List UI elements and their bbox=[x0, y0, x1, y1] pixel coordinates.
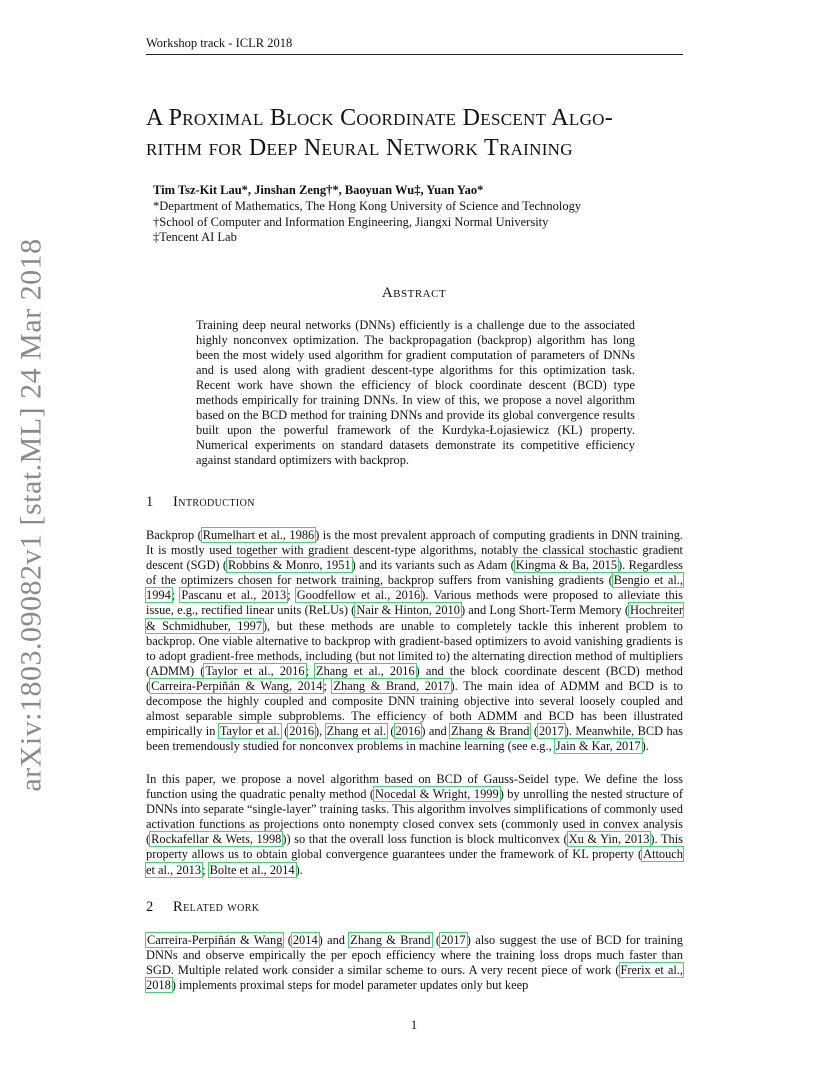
section-number: 1 bbox=[146, 494, 154, 510]
citation-link[interactable]: Zhang & Brand bbox=[350, 933, 431, 947]
body-text: ). bbox=[641, 739, 649, 754]
body-text: ) and bbox=[421, 724, 451, 739]
affiliation-1: *Department of Mathematics, The Hong Kong University of Science and Technology bbox=[153, 199, 582, 213]
author-list: Tim Tsz-Kit Lau*, Jinshan Zeng†*, Baoyuan Wu‡, Yuan Yao* bbox=[153, 183, 484, 197]
citation-link[interactable]: Nocedal & Wright, 1999 bbox=[375, 787, 499, 802]
body-text: ), but these methods are unable to completely tackle this inherent problem to backprop. One viable alternative to backprop with gradient-based optimizers to avoid vanishing gradients is to adopt gradient-free methods, including (but not limited to) the alternating direction method of multipliers (ADMM) ( bbox=[146, 618, 683, 678]
citation-link[interactable]: Carreira-Perpiñán & Wang bbox=[147, 933, 283, 947]
citation-link[interactable]: 2014 bbox=[292, 933, 318, 947]
body-text: ). The main idea of ADMM and BCD is to decompose the highly coupled and composite DNN training objective into several loosely coupled and almost separable simple subproblems. The efficiency of both ADMM and BCD has been illustrated empirically in bbox=[146, 678, 683, 739]
citation-link[interactable]: Bolte et al., 2014 bbox=[209, 862, 295, 877]
running-header: Workshop track - ICLR 2018 bbox=[146, 36, 683, 55]
citation-link[interactable]: Zhang et al. bbox=[326, 724, 387, 739]
affiliation-3: ‡Tencent AI Lab bbox=[153, 230, 237, 244]
page-number: 1 bbox=[410, 1018, 418, 1032]
body-text: ) and its variants such as Adam ( bbox=[351, 558, 515, 573]
citation-link[interactable]: Goodfellow et al., 2016 bbox=[296, 588, 421, 603]
body-text: ( bbox=[530, 724, 538, 739]
citation-link[interactable]: Rockafellar & Wets, 1998 bbox=[151, 832, 282, 847]
citation-link[interactable]: Hochreiter & Schmidhuber, 1997 bbox=[146, 603, 683, 633]
body-text: ; bbox=[323, 678, 333, 693]
body-text: ) and Long Short-Term Memory ( bbox=[460, 603, 630, 618]
citation-link[interactable]: Robbins & Monro, 1951 bbox=[228, 558, 351, 573]
body-text: ( bbox=[387, 724, 395, 739]
title-line-2: rithm for Deep Neural Network Training bbox=[146, 135, 573, 161]
citation-link[interactable]: 2016 bbox=[289, 724, 315, 739]
body-text: ) is the most prevalent approach of computing gradients in DNN training. It is mostly used together with gradient descent-type algorithms, notably the classical stochastic gradient descent (SGD) ( bbox=[146, 528, 683, 573]
arxiv-stamp bbox=[2, 238, 62, 792]
body-text: ), bbox=[315, 724, 326, 739]
section-heading-introduction bbox=[146, 494, 255, 511]
citation-link[interactable]: Jain & Kar, 2017 bbox=[555, 739, 641, 754]
paragraph bbox=[146, 933, 683, 993]
citation-link[interactable]: Attouch et al., 2013 bbox=[146, 847, 683, 877]
paper-title bbox=[146, 103, 691, 163]
citation-link[interactable]: Kingma & Ba, 2015 bbox=[515, 558, 618, 573]
abstract-heading: Abstract bbox=[381, 285, 447, 301]
section-number: 2 bbox=[146, 899, 154, 915]
citation-link[interactable]: Pascanu et al., 2013 bbox=[181, 588, 287, 603]
citation-link[interactable]: Bengio et al., 1994 bbox=[146, 573, 683, 603]
citation-link[interactable]: Carreira-Perpiñán & Wang, 2014 bbox=[151, 678, 323, 693]
body-text: ; bbox=[202, 862, 209, 877]
body-text: ) and bbox=[318, 933, 350, 947]
body-text: ; bbox=[305, 663, 316, 678]
citation-link[interactable]: Frerix et al., 2018 bbox=[146, 963, 683, 993]
body-text: ( bbox=[283, 933, 292, 947]
body-text: ) implements proximal steps for model parameter updates only but keep bbox=[171, 978, 529, 993]
citation-link[interactable]: Nair & Hinton, 2010 bbox=[356, 603, 460, 618]
body-text: ( bbox=[431, 933, 440, 947]
citation-link[interactable]: Rumelhart et al., 1986 bbox=[202, 528, 315, 542]
body-text: ). Various methods were proposed to alleviate this issue, e.g., rectified linear units (ReLUs) ( bbox=[146, 588, 684, 618]
body-text: ; bbox=[287, 588, 296, 603]
paragraph bbox=[146, 528, 683, 754]
abstract-text: Training deep neural networks (DNNs) efficiently is a challenge due to the associated highly nonconvex optimization. The backpropagation (backprop) algorithm has long been the most widely used algorithm for gradient computation of parameters of DNNs and is used along with gradient descent-type algorithms for this optimization task. Recent work have shown the efficiency of block coordinate descent (BCD) type methods empirically for training DNNs. In view of this, we propose a novel algorithm based on the BCD method for training DNNs and provide its global convergence results built upon the powerful framework of the Kurdyka-Łojasiewicz (KL) property. Numerical experiments on standard datasets demonstrate its competitive efficiency against standard optimizers with backprop. bbox=[196, 318, 635, 467]
citation-link[interactable]: Zhang & Brand, 2017 bbox=[333, 678, 450, 693]
citation-link[interactable]: 2016 bbox=[395, 724, 421, 739]
arxiv-id: arXiv:1803.09082v1 [stat.ML] 24 Mar 2018 bbox=[15, 238, 49, 792]
body-text: ). bbox=[295, 862, 303, 877]
body-text: ). This property allows us to obtain global convergence guarantees under the framework of KL property ( bbox=[146, 832, 683, 862]
section-heading-related-work bbox=[146, 899, 259, 916]
body-text: ( bbox=[280, 724, 289, 739]
citation-link[interactable]: 2017 bbox=[538, 724, 564, 739]
citation-link[interactable]: Xu & Yin, 2013 bbox=[568, 832, 650, 847]
affiliation-2: †School of Computer and Information Engineering, Jiangxi Normal University bbox=[153, 215, 549, 229]
body-text: Backprop ( bbox=[146, 528, 202, 542]
body-text: ) also suggest the use of BCD for training DNNs and observe empirically the per epoch efficiency where the training loss drops much faster than SGD. Multiple related work consider a similar scheme to ours. A very recent piece of work ( bbox=[146, 933, 683, 978]
section-title: Introduction bbox=[173, 494, 255, 510]
citation-link[interactable]: Zhang & Brand bbox=[451, 724, 530, 739]
body-text: In this paper, we propose a novel algorithm based on BCD of Gauss-Seidel type. We define the loss function using the quadratic penalty method ( bbox=[146, 772, 683, 802]
citation-link[interactable]: Zhang et al., 2016 bbox=[316, 663, 415, 678]
citation-link[interactable]: Taylor et al. bbox=[219, 724, 280, 739]
body-text: ) and the block coordinate descent (BCD) method ( bbox=[146, 663, 683, 693]
body-text: ). Meanwhile, BCD has been tremendously studied for nonconvex problems in machine learning (see e.g., bbox=[146, 724, 683, 754]
body-text: )) so that the overall loss function is block multiconvex ( bbox=[282, 832, 568, 847]
title-line-1: A Proximal Block Coordinate Descent Algo- bbox=[146, 105, 614, 131]
section-title: Related work bbox=[173, 899, 260, 915]
paragraph bbox=[146, 772, 683, 878]
body-text: ; bbox=[171, 588, 181, 603]
body-text: ) by unrolling the nested structure of DNNs into separate “single-layer” training tasks. This algorithm involves simplifications of commonly used activation functions as projections onto nonempty closed convex sets (commonly used in convex analysis ( bbox=[146, 787, 684, 847]
body-text: ). Regardless of the optimizers chosen for network training, backprop suffers from vanishing gradients ( bbox=[146, 558, 683, 588]
citation-link[interactable]: 2017 bbox=[440, 933, 466, 947]
citation-link[interactable]: Taylor et al., 2016 bbox=[205, 663, 305, 678]
